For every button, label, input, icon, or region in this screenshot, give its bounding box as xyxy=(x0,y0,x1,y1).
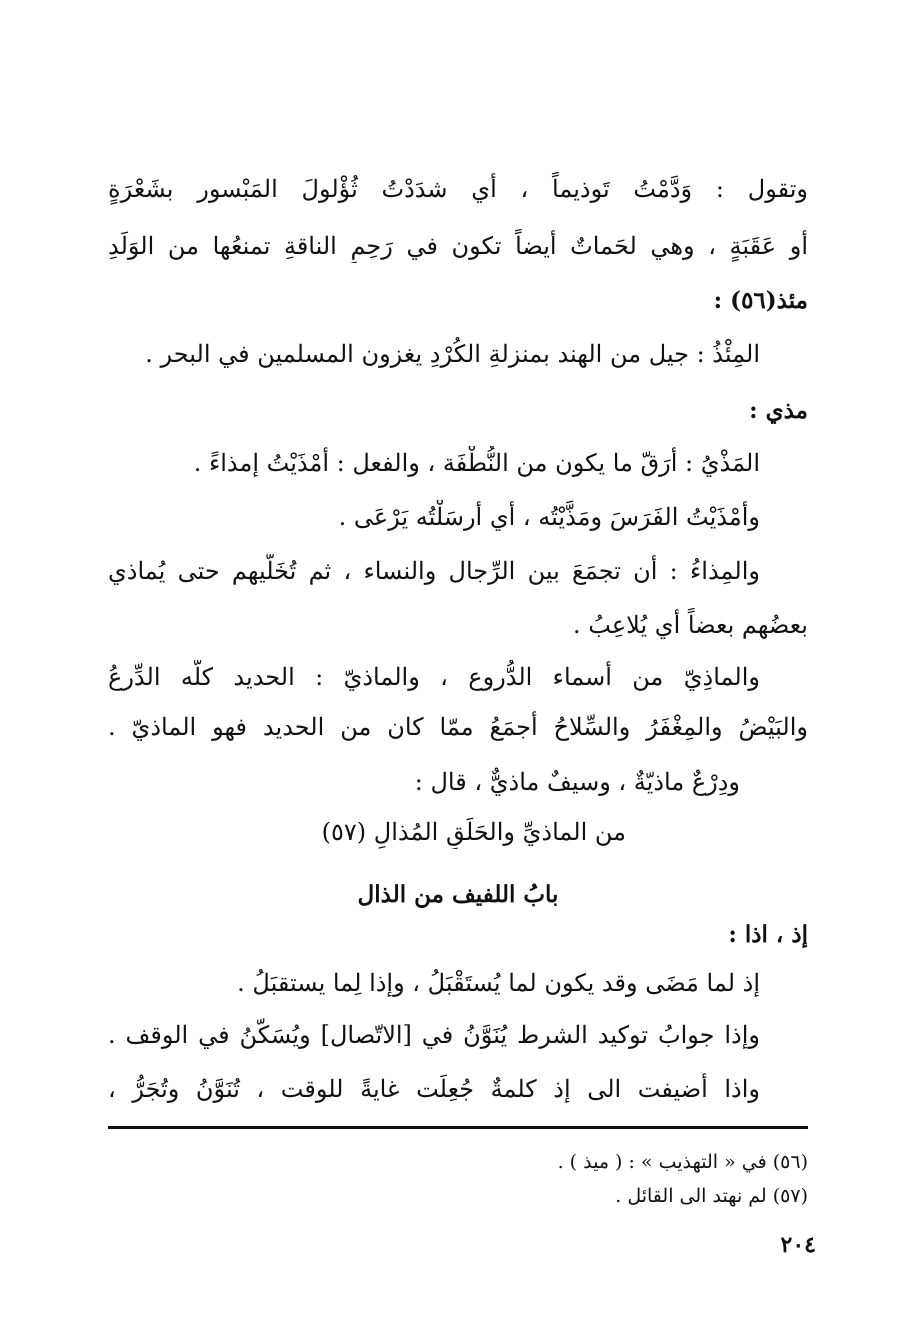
text-line-1: وتقول : وَدَّمْتُ تَوذيماً ، أي شدَدْتُ ثُؤْلولَ المَبْسور بشَعْرَةٍ xyxy=(108,175,808,203)
footnote-56: (٥٦) في « التهذيب » : ( ميذ ) . xyxy=(557,1151,808,1173)
section-title: بابُ اللفيف من الذال xyxy=(357,881,559,908)
text-line-9: بعضُهم بعضاً أي يُلاعِبُ . xyxy=(573,611,808,639)
text-line-7: وأمْذَيْتُ الفَرَسَ ومَذَّيْتُه ، أي أرسَلْتُه يَرْعَى . xyxy=(338,503,760,531)
text-line-12: ودِرْعٌ ماذيّةٌ ، وسيفٌ ماذيٌّ ، قال : xyxy=(414,768,740,796)
entry-heading-idh-idha: إذ ، اذا : xyxy=(728,921,808,948)
text-line-15: إذ لما مَضَى وقد يكون لما يُستَقْبَلُ ، وإذا لِما يستقبَلُ . xyxy=(237,969,760,997)
text-line-17: واذا أُضيفت الى إذ كلمةٌ جُعِلَت غايةً للوقت ، تُنَوَّنُ وتُجَرُّ ، xyxy=(108,1075,760,1103)
poem-verse: من الماذيِّ والحَلَقِ المُذالِ (٥٧) xyxy=(321,818,626,846)
entry-heading-madhy: مذي : xyxy=(749,397,808,424)
entry-heading-mi-dh: مئذ(٥٦) : xyxy=(713,287,808,314)
text-line-2: أو عَقَبَةٍ ، وهي لحَماتٌ أيضاً تكون في رَحِمِ الناقةِ تمنعُها من الوَلَدِ xyxy=(108,232,808,260)
page-number: ٢٠٤ xyxy=(780,1232,816,1258)
text-line-16: وإذا جوابُ توكيد الشرط يُنَوَّنُ في [الاتّصال] ويُسَكَّنُ في الوقف . xyxy=(108,1021,760,1049)
text-line-4: المِئْذُ : جيل من الهند بمنزلةِ الكُرْدِ يغزون المسلمين في البحر . xyxy=(145,340,760,368)
text-line-8: والمِذاءُ : أن تجمَعَ بين الرِّجال والنساء ، ثم تُخَلّيهم حتى يُماذي xyxy=(108,557,760,585)
footnote-divider xyxy=(108,1126,808,1129)
footnote-57: (٥٧) لم نهتد الى القائل . xyxy=(615,1185,808,1207)
text-line-6: المَذْيُ : أرَقّ ما يكون من النُّطْفَة ، والفعل : أمْذَيْتُ إمذاءً . xyxy=(193,449,760,477)
text-line-10: والماذِيّ من أسماء الدُّروع ، والماذيّ : الحديد كلّه الدِّرعُ xyxy=(108,663,760,691)
text-line-11: والبَيْضُ والمِغْفَرُ والسِّلاحُ أجمَعُ ممّا كان من الحديد فهو الماذيّ . xyxy=(108,713,808,741)
